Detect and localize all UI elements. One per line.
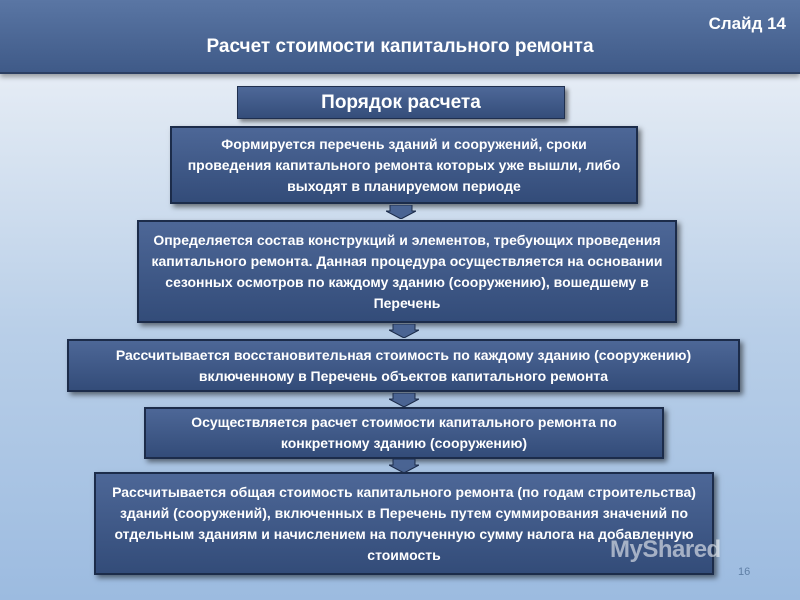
step-1-text: Формируется перечень зданий и сооружений, сроки проведения капитального ремонта которых уже вышли, либо выходят в планируемом периоде — [187, 135, 621, 194]
slide-title: Расчет стоимости капитального ремонта — [206, 36, 594, 57]
step-2-box — [137, 220, 677, 323]
step-2-text: Определяется состав конструкций и элементов, требующих проведения капитального ремонта. Данная процедура осуществляется на основании сезонных осмотров по каждому зданию (сооружению), вошедшему в Перечень — [151, 231, 663, 311]
step-4-text: Осуществляется расчет стоимости капитального ремонта по конкретному зданию (сооружению) — [191, 414, 617, 451]
slide-header — [0, 0, 800, 74]
step-4-box — [144, 407, 664, 459]
page-number: 16 — [738, 566, 751, 578]
slide-number: Слайд 14 — [708, 14, 786, 33]
arrow-down-icon — [386, 205, 416, 219]
arrow-down-icon — [389, 393, 419, 407]
arrow-down-icon — [389, 324, 419, 338]
watermark-logo: MyShared — [610, 536, 721, 563]
order-heading: Порядок расчета — [237, 86, 565, 119]
arrow-down-icon — [389, 459, 419, 473]
step-3-text: Рассчитывается восстановительная стоимость по каждому зданию (сооружению) включенному в Перечень объектов капитального ремонта — [115, 346, 692, 384]
step-3-box — [67, 339, 740, 392]
step-5-text: Рассчитывается общая стоимость капитального ремонта (по годам строительства) зданий (сооружений), включенных в Перечень путем суммирования значений по отдельным зданиям и начислением на полученную сумму налога на добавленную стоимость — [112, 483, 696, 563]
step-1-box — [170, 126, 638, 204]
